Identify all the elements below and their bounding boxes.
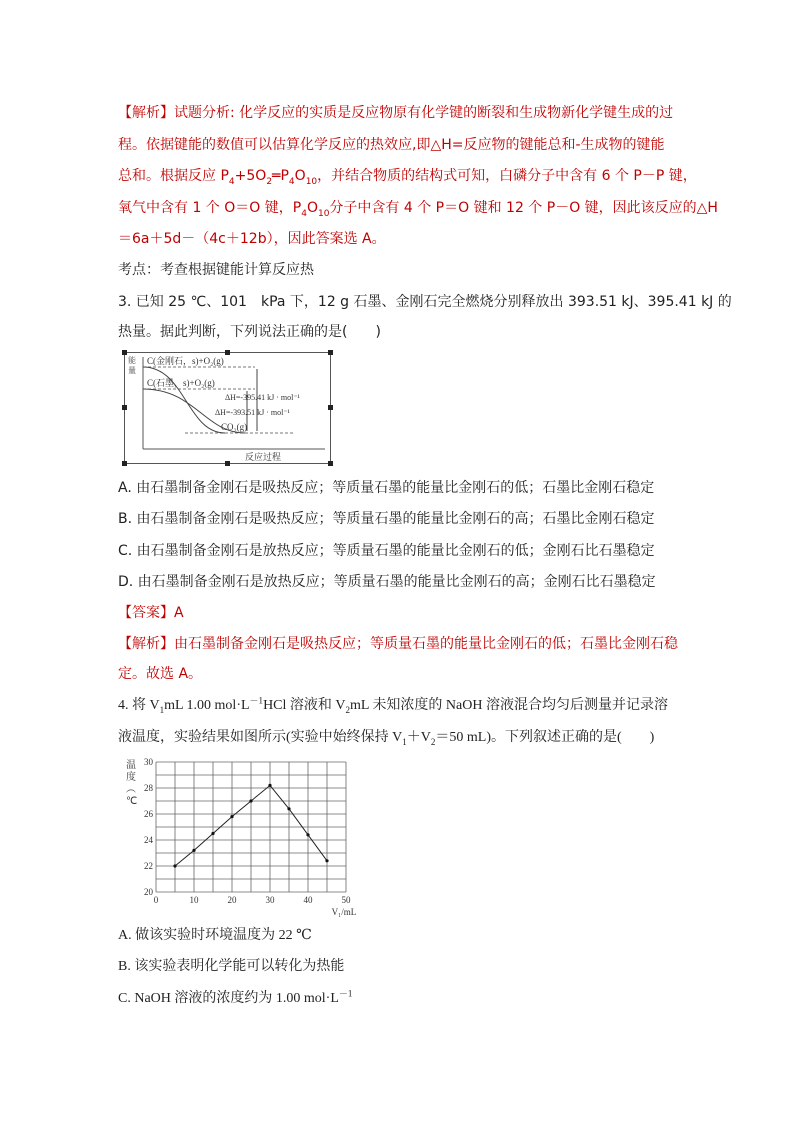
q4-option-c[interactable]: C. NaOH 溶液的浓度约为 1.00 $mol\cdot L^{-1}$ bbox=[118, 988, 353, 1006]
data-point bbox=[211, 832, 214, 835]
analysis-tag: 【解析】 bbox=[118, 105, 174, 121]
y-axis-label-char: 温 bbox=[126, 760, 136, 771]
co2-label: CO₂(g) bbox=[221, 422, 248, 432]
q3-option-d[interactable]: D. 由石墨制备金刚石是放热反应；等质量石墨的能量比金刚石的高；金刚石比石墨稳定 bbox=[118, 574, 656, 590]
graphite-label: C(石墨，s)+O₂(g) bbox=[147, 378, 215, 388]
dh2-label: ΔH=-393.51 kJ · mol⁻¹ bbox=[215, 408, 290, 417]
y-tick-label: 24 bbox=[144, 835, 153, 845]
analysis-line-5: ＝6a＋5d－（4c＋12b），因此答案选 A。 bbox=[118, 231, 386, 247]
q4-option-a[interactable]: A. 做该实验时环境温度为 22 ℃ bbox=[118, 928, 312, 943]
x-tick-label: 30 bbox=[265, 895, 275, 905]
x-tick-label: 50 bbox=[341, 895, 351, 905]
analysis-line-1: 【解析】试题分析: 化学反应的实质是反应物原有化学键的断裂和生成物新化学键生成的过 bbox=[118, 105, 674, 121]
analysis-line-3: 总和。根据反应 $P_4+5O_2═P_4O_{10}$，并结合物质的结构式可知，白磷分子中含有 6 个 P－P 键， bbox=[118, 168, 697, 187]
q3-answer: 【答案】A bbox=[118, 605, 184, 621]
y-tick-label: 30 bbox=[144, 757, 153, 767]
kaodian: 考点：考查根据键能计算反应热 bbox=[118, 262, 314, 278]
x-tick-label: 10 bbox=[189, 895, 199, 905]
data-point bbox=[325, 859, 328, 862]
energy-diagram[interactable] bbox=[124, 352, 331, 464]
q4-stem-1: 4. 将 $V_1mL$ 1.00 $mol\cdot L^{-1}HCl$ 溶液和 $V_2mL$ 未知浓度的 NaOH 溶液混合均匀后测量并记录溶 bbox=[118, 695, 668, 715]
q4-option-b[interactable]: B. 该实验表明化学能可以转化为热能 bbox=[118, 959, 345, 974]
data-point bbox=[173, 864, 176, 867]
y-tick-label: 28 bbox=[144, 783, 153, 793]
data-point bbox=[287, 807, 290, 810]
energy-diagram-graphic bbox=[125, 353, 330, 463]
analysis-line-4: 氧气中含有 1 个 O＝O 键，$P_4O_{10}$分子中含有 4 个 P＝O 键和 12 个 P－O 键，因此该反应的△H bbox=[118, 200, 718, 219]
q3-option-b[interactable]: B. 由石墨制备金刚石是吸热反应；等质量石墨的能量比金刚石的高；石墨比金刚石稳定 bbox=[118, 511, 655, 527]
q3-stem-2: 热量。据此判断，下列说法正确的是( ) bbox=[118, 324, 381, 340]
y-axis-label-char: ℃ bbox=[126, 796, 138, 807]
y-axis-label-char: 度 bbox=[126, 772, 136, 783]
q4-stem-2: 液温度，实验结果如图所示(实验中始终保持 $V_1+V_2=50$ mL)。下列叙述正确的是( ) bbox=[118, 730, 655, 747]
temperature-chart-svg bbox=[116, 754, 356, 920]
analysis-line-2: 程。依据键能的数值可以估算化学反应的热效应,即△H=反应物的键能总和-生成物的键能 bbox=[118, 137, 665, 153]
y-label-part: 能 bbox=[128, 356, 136, 365]
data-point bbox=[268, 784, 271, 787]
temperature-chart bbox=[116, 754, 356, 920]
diamond-label: C(金刚石，s)+O₂(g) bbox=[147, 356, 224, 366]
dh1-label: ΔH=-395.41 kJ · mol⁻¹ bbox=[225, 393, 300, 402]
q3-option-a[interactable]: A. 由石墨制备金刚石是吸热反应；等质量石墨的能量比金刚石的低；石墨比金刚石稳定 bbox=[118, 480, 655, 496]
x-axis-label: V₁/mL bbox=[331, 907, 356, 917]
data-point bbox=[192, 849, 195, 852]
x-tick-label: 0 bbox=[153, 895, 159, 905]
y-tick-label: 26 bbox=[144, 809, 153, 819]
q3-analysis-2: 定。故选 A。 bbox=[118, 666, 203, 682]
data-point bbox=[306, 833, 309, 836]
q3-analysis-1: 【解析】由石墨制备金刚石是吸热反应；等质量石墨的能量比金刚石的低；石墨比金刚石稳 bbox=[118, 636, 678, 652]
x-axis-label: 反应过程 bbox=[245, 452, 282, 462]
y-axis-label-char: ︵ bbox=[126, 784, 136, 795]
x-tick-label: 40 bbox=[303, 895, 313, 905]
y-tick-label: 22 bbox=[144, 861, 153, 871]
data-point bbox=[249, 799, 252, 802]
q3-option-c[interactable]: C. 由石墨制备金刚石是放热反应；等质量石墨的能量比金刚石的低；金刚石比石墨稳定 bbox=[118, 543, 655, 559]
y-label-part: 量 bbox=[128, 366, 136, 375]
y-tick-label: 20 bbox=[144, 887, 153, 897]
x-tick-label: 20 bbox=[227, 895, 237, 905]
q3-stem-1: 3. 已知 25 ℃、101 kPa 下，12 g 石墨、金刚石完全燃烧分别释放出 393.51 kJ、395.41 kJ 的 bbox=[118, 294, 732, 310]
data-point bbox=[230, 815, 233, 818]
